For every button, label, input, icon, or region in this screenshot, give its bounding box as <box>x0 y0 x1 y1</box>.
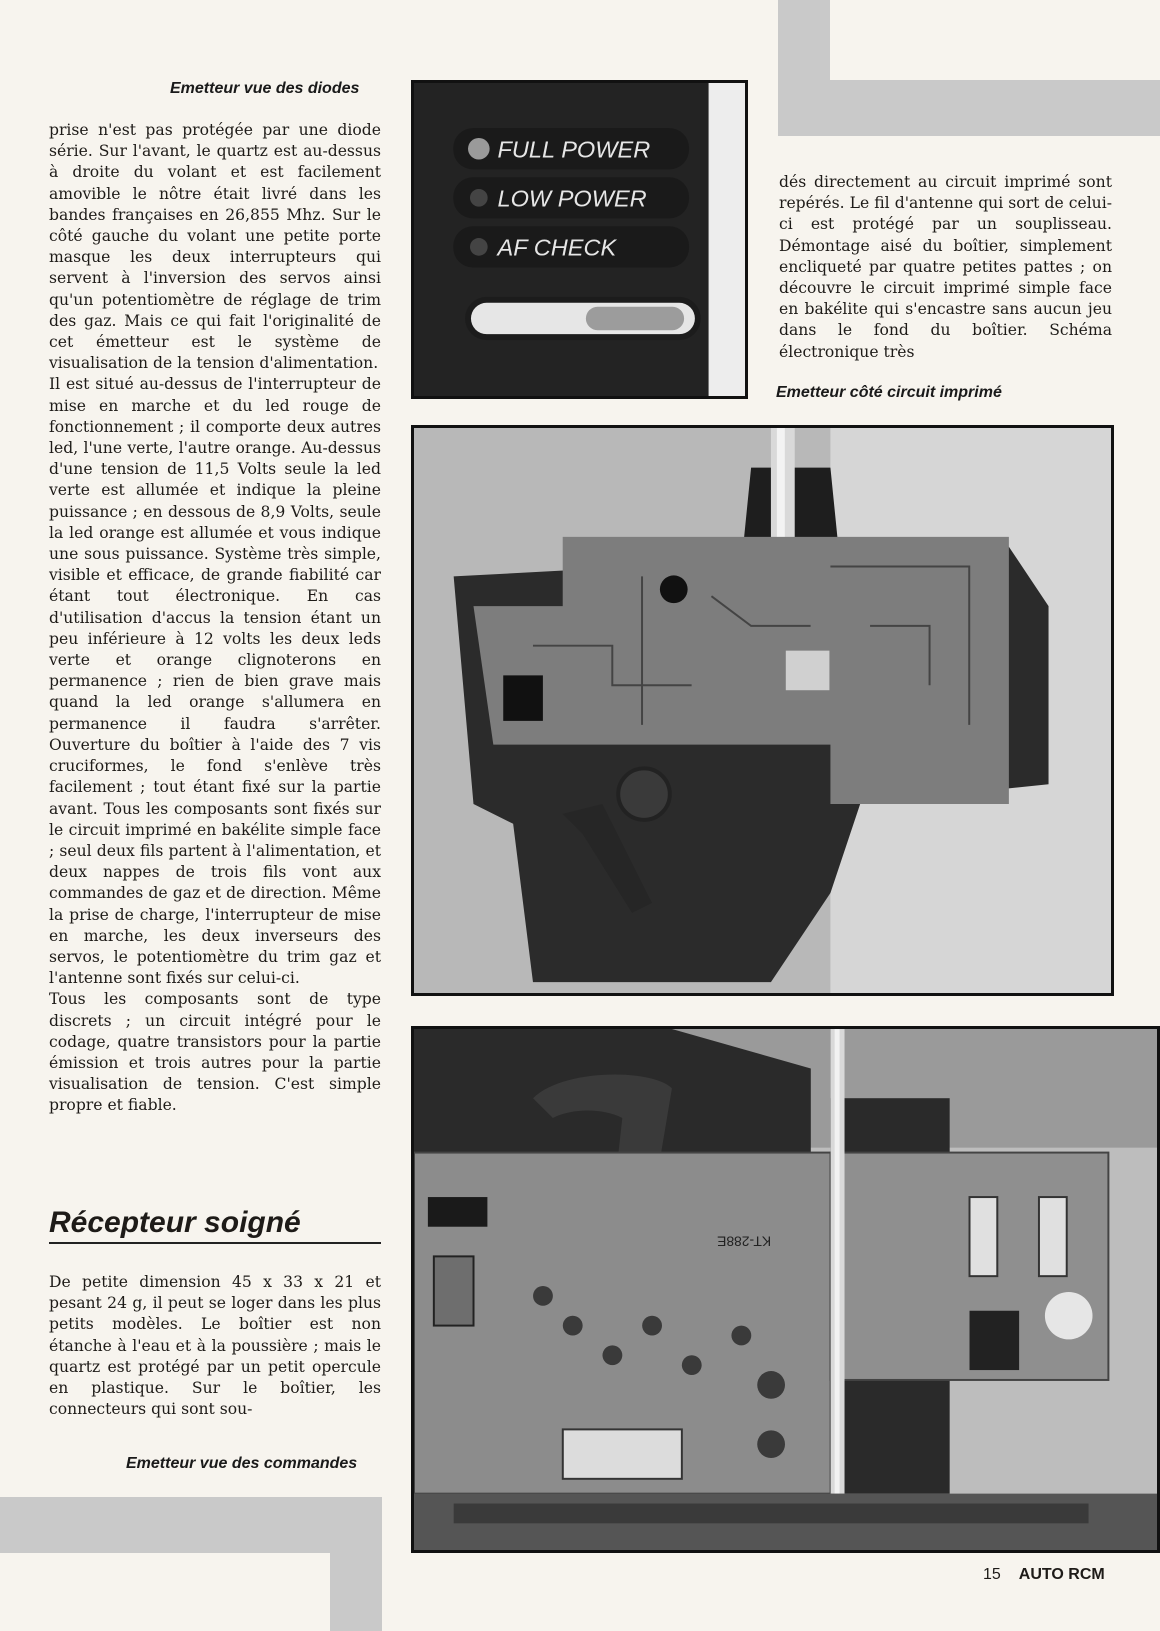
left-column-text <box>49 120 381 1117</box>
page-footer <box>983 1566 1105 1584</box>
recepteur-text: De petite dimension 45 x 33 x 21 et pesant 24 g, il peut se loger dans les plus petits modèles. Le boîtier est non étanche à l'eau et à la poussière ; mais le quartz est protégé par un petit opercule en plastique. Sur le boîtier, les connecteurs qui sont sou- <box>49 1273 381 1419</box>
caption-circuit: Emetteur côté circuit imprimé <box>776 384 1002 401</box>
page-number: 15 <box>983 1566 1001 1583</box>
paragraph: prise n'est pas protégée par une diode série. Sur l'avant, le quartz est au-dessus à droite du volant et est facilement amovible le nôtre était livré dans les bandes françaises en 26,855 Mhz. Sur le côté gauche du volant une petite porte masque les deux interrupteurs qui servent à l'inversion des servos ainsi qu'un potentiomètre de réglage de trim des gaz. Mais ce qui fait l'originalité de cet émetteur est le système de visualisation de la tension d'alimentation. <box>49 121 381 373</box>
photo-circuit-side <box>411 425 1114 996</box>
photo-diodes <box>411 80 748 399</box>
caption-commandes: Emetteur vue des commandes <box>126 1455 358 1472</box>
bottom-left-band <box>0 1497 382 1631</box>
magazine-name: AUTO RCM <box>1018 1566 1105 1583</box>
caption-diodes: Emetteur vue des diodes <box>170 80 360 97</box>
paragraph: Tous les composants sont de type discrets ; un circuit intégré pour le codage, quatre transistors pour la partie émission et trois autres pour la partie visualisation de tension. C'est simple propre et fiable. <box>49 990 381 1115</box>
label-af-check: AF CHECK <box>497 234 617 261</box>
photo-controls-side <box>411 1026 1160 1553</box>
paragraph: Il est situé au-dessus de l'interrupteur de mise en marche et du led rouge de fonctionnement ; il comporte deux autres led, l'une verte, l'autre orange. Au-dessus d'une tension de 11,5 Volts seule la led verte est allumée et indique la pleine puissance ; en dessous de 8,9 Volts, seule la led orange est allumée et vous indique une sous puissance. Système très simple, visible et efficace, de grande fiabilité car étant tout électronique. En cas d'utilisation d'accus la tension étant un peu inférieure à 12 volts les deux leds verte et orange clignoterons en permanence ; rien de bien grave mais quand la led orange s'allumera en permanence il faudra s'arrêter. Ouverture du boîtier à l'aide des 7 vis cruciformes, le fond s'enlève très facilement ; tout étant fixé sur la partie avant. Tous les composants sont fixés sur le circuit imprimé en bakélite simple face ; seul deux fils partent à l'alimentation, et deux nappes de trois fils vont aux commandes de gaz et de direction. Même la prise de charge, l'interrupteur de mise en marche, les deux inverseurs des servos, le potentiomètre du trim gaz et l'antenne sont fixés sur celui-ci. <box>49 375 381 988</box>
section-heading: Récepteur soigné <box>49 1206 381 1244</box>
right-column-text: dés directement au circuit imprimé sont repérés. Le fil d'antenne qui sort de celui-ci est protégé par un souplisseau. Démontage aisé du boîtier, simplement encliqueté par quatre petites pattes ; on découvre le circuit imprimé simple face en bakélite qui s'encastre sans aucun jeu dans le fond du boîtier. Schéma électronique très <box>779 173 1112 361</box>
board-label: KT-288E <box>717 1233 772 1250</box>
label-full-power: FULL POWER <box>497 136 651 163</box>
top-right-band <box>778 0 1160 136</box>
label-low-power: LOW POWER <box>497 185 647 212</box>
